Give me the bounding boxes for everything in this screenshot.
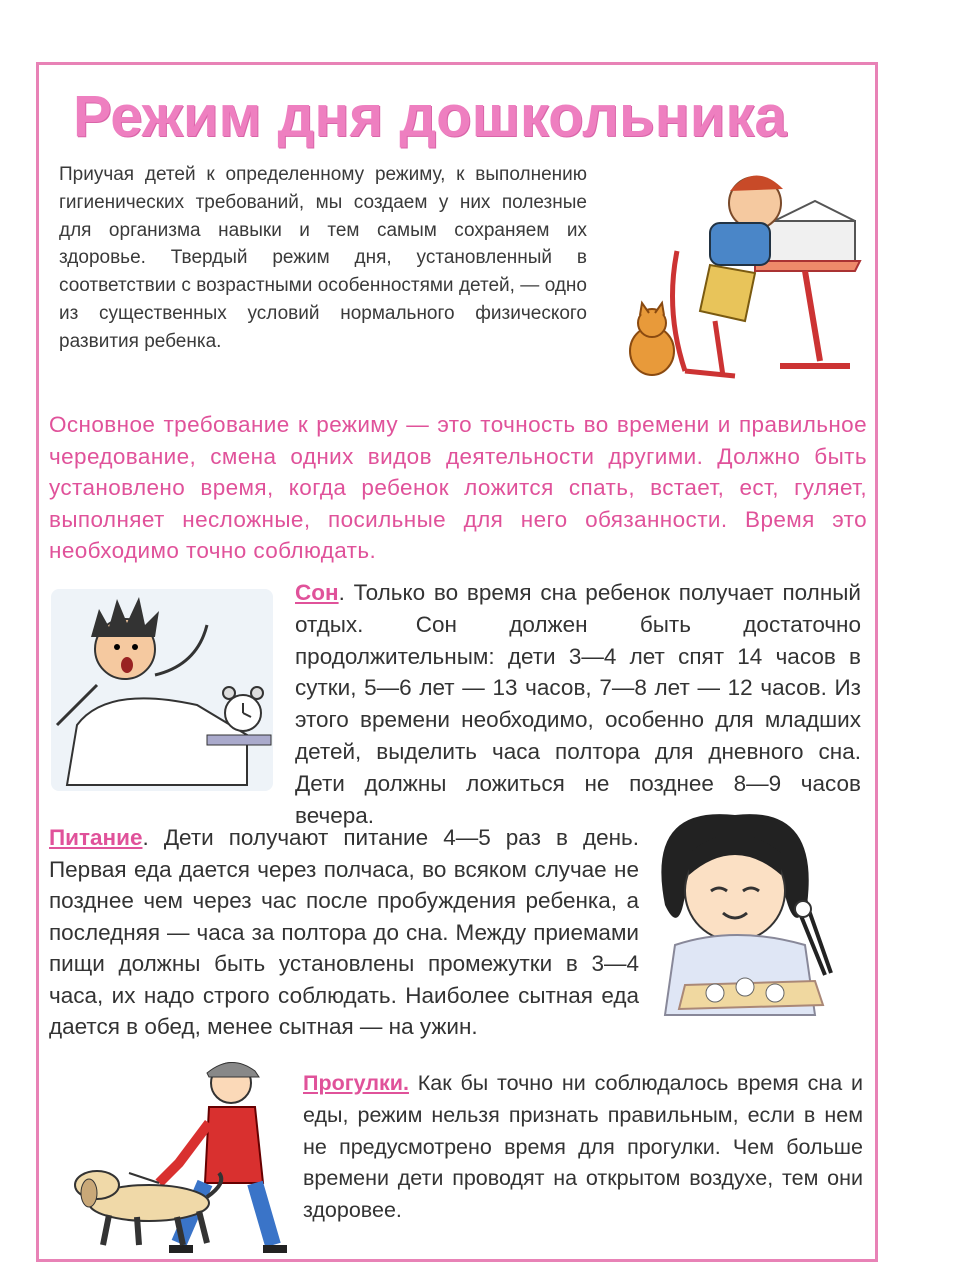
food-paragraph: Питание. Дети получают питание 4—5 раз в день. Первая еда дается через полчаса, во всяком случае не позднее чем через час после пробуждения ребенка, а последняя — часа за полтора до сна. Между приемами пищи должны быть установлены промежутки в 3—4 часа, их надо строго соблюдать. Наиболее сытная еда дается в обед, менее сытная — на ужин. xyxy=(49,825,639,1039)
walk-heading: Прогулки. xyxy=(303,1071,409,1095)
intro-paragraph: Приучая детей к определенному режиму, к выполнению гигиенических требований, мы создаем у них полезные для организма навыки и тем самым сохраняем их здоровье. Твердый режим дня, установленный в соответствии с возрастными особенностями детей, — одно из существенных условий нормального физического развития ребенка. xyxy=(59,164,587,352)
sleep-heading: Сон xyxy=(295,580,339,605)
waking-boy-with-alarm-clock-illustration xyxy=(47,585,277,795)
food-heading: Питание xyxy=(49,825,143,850)
boy-walking-dog-illustration xyxy=(59,1053,299,1258)
boy-at-desk-with-cat-illustration xyxy=(605,161,871,389)
walk-text: Как бы точно ни соблюдалось время сна и еды, режим нельзя признать правильным, если в нем не предусмотрено время для прогулки. Чем больше времени дети проводят на открытом воздухе, тем они здоровее. xyxy=(303,1071,863,1223)
walk-paragraph xyxy=(303,1068,863,1227)
page-title: Режим дня дошкольника xyxy=(73,84,787,149)
sleep-text: Только во время сна ребенок получает полный отдых. Сон должен быть достаточно продолжительным: дети 3—4 лет спят 14 часов в сутки, 5—6 лет — 13 часов, 7—8 лет — 12 часов. Из этого времени необходимо, особенно для младших детей, выделить часа полтора для дневного сна. Дети должны ложиться не позднее 8—9 часов вечера. xyxy=(295,580,861,828)
food-text: Дети получают питание 4—5 раз в день. Первая еда дается через полчаса, во всяком случае не позднее чем через час после пробуждения ребенка, а последняя — часа за полтора до сна. Между приемами пищи должны быть установлены промежутки в 3—4 часа, их надо строго соблюдать. Наиболее сытная еда дается в обед, менее сытная — на ужин. xyxy=(49,825,639,1039)
main-requirement-paragraph: Основное требование к режиму — это точность во времени и правильное чередование, смена одних видов деятельности другими. Должно быть установлено время, когда ребенок ложится спать, встает, ест, гуляет, выполняет несложные, посильные для него обязанности. Время это необходимо точно соблюдать. xyxy=(49,412,867,563)
poster-frame xyxy=(36,62,878,1262)
sleep-paragraph: Сон. Только во время сна ребенок получает полный отдых. Сон должен быть достаточно продолжительным: дети 3—4 лет спят 14 часов в сутки, 5—6 лет — 13 часов, 7—8 лет — 12 часов. Из этого времени необходимо, особенно для младших детей, выделить часа полтора для дневного сна. Дети должны ложиться не позднее 8—9 часов вечера. xyxy=(295,580,861,828)
girl-with-chopsticks-illustration xyxy=(645,805,845,1021)
